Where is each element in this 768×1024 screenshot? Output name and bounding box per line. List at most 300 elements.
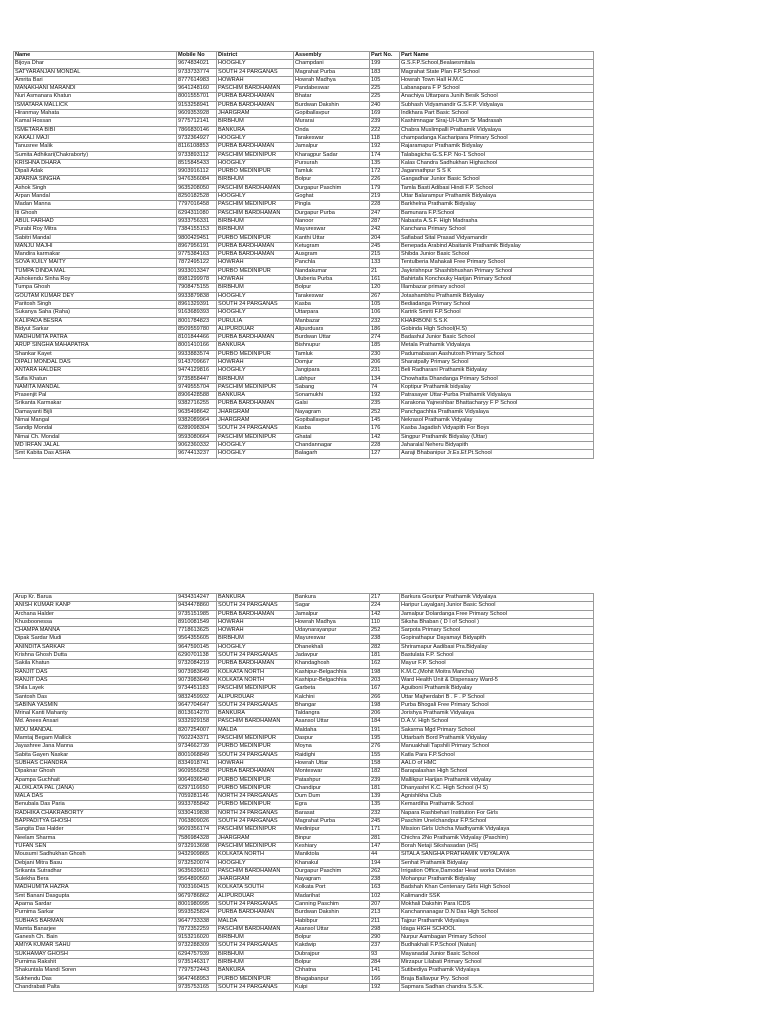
part-name-cell: Sharatpally Primary School [400, 358, 594, 366]
table-row [14, 68, 594, 76]
assembly-cell: Sonamukhi [294, 392, 370, 400]
mobile-cell: 9330419838 [177, 809, 217, 817]
name-cell: DIPALI MONDAL DAS [14, 358, 177, 366]
name-cell: ANISH KUMAR KANP [14, 602, 177, 610]
district-cell: PASCHIM MEDINIPUR [217, 826, 294, 834]
part-no-cell: 179 [370, 184, 400, 192]
column-header-part-no: Part No. [370, 52, 400, 60]
district-cell: PASCHIM MEDINIPUR [217, 685, 294, 693]
district-cell: JHARGRAM [217, 408, 294, 416]
table-row [14, 226, 594, 234]
assembly-cell: Chhatna [294, 967, 370, 975]
mobile-cell: 9609356174 [177, 826, 217, 834]
part-name-cell: Kasba Jagadish Vidyapith For Boys [400, 425, 594, 433]
part-name-cell: Shriramapur Aadibasi Pra.Bidyalay [400, 643, 594, 651]
part-name-cell: Nurpur Aambagan Primary School [400, 934, 594, 942]
part-no-cell: 207 [370, 900, 400, 908]
part-name-cell: Nekrasol Prathamik Vidyalay [400, 417, 594, 425]
district-cell: KOLKATA NORTH [217, 676, 294, 684]
district-cell: NORTH 24 PARGANAS [217, 793, 294, 801]
district-cell: SOUTH 24 PARGANAS [217, 425, 294, 433]
part-no-cell: 167 [370, 685, 400, 693]
district-cell: BIRBHUM [217, 959, 294, 967]
mobile-cell: 9474129816 [177, 367, 217, 375]
assembly-cell: Kasba [294, 300, 370, 308]
name-cell: Bidyut Sarkar [14, 325, 177, 333]
assembly-cell: Sagar [294, 602, 370, 610]
district-cell: PASCHIM MEDINIPUR [217, 433, 294, 441]
part-no-cell: 206 [370, 358, 400, 366]
table-row [14, 942, 594, 950]
name-cell: BAPPADITYA GHOSH [14, 818, 177, 826]
assembly-cell: Pingla [294, 201, 370, 209]
part-no-cell: 252 [370, 627, 400, 635]
assembly-cell: Maldaha [294, 726, 370, 734]
part-no-cell: 287 [370, 217, 400, 225]
name-cell: Srikanta Sutradhar [14, 867, 177, 875]
district-cell: PASCHIM BARDHAMAN [217, 85, 294, 93]
table-row [14, 975, 594, 983]
part-no-cell: 141 [370, 967, 400, 975]
assembly-cell: Ausgram [294, 251, 370, 259]
mobile-cell: 8001410166 [177, 342, 217, 350]
name-cell: ANTARA HALDER [14, 367, 177, 375]
district-cell: HOWRAH [217, 76, 294, 84]
part-no-cell: 181 [370, 652, 400, 660]
table-row [14, 718, 594, 726]
name-cell: Mamta Banarjee [14, 925, 177, 933]
part-no-cell: 284 [370, 959, 400, 967]
name-cell: Tanusree Malik [14, 143, 177, 151]
district-cell: PURBA BARDHAMAN [217, 768, 294, 776]
part-name-cell: Gopinathapur Dayamayi Bidyapith [400, 635, 594, 643]
part-name-cell: Nabasta A.S.F. High Madrasha [400, 217, 594, 225]
table-row [14, 892, 594, 900]
table-row [14, 876, 594, 884]
mobile-cell: 9832459932 [177, 693, 217, 701]
mobile-cell: 8101844466 [177, 334, 217, 342]
mobile-cell: 9674413237 [177, 450, 217, 458]
part-no-cell: 192 [370, 143, 400, 151]
assembly-cell: Habibpur [294, 917, 370, 925]
assembly-cell: Kakdwip [294, 942, 370, 950]
name-cell: Nimai Mangal [14, 417, 177, 425]
table-row [14, 759, 594, 767]
mobile-cell: 9749555704 [177, 383, 217, 391]
mobile-cell: 8001068849 [177, 751, 217, 759]
part-no-cell: 266 [370, 693, 400, 701]
part-no-cell: 213 [370, 909, 400, 917]
name-cell: Krishna Ghosh Dutta [14, 652, 177, 660]
part-name-cell: Kalas Chandra Sadhukhan Highschool [400, 159, 594, 167]
table-row [14, 925, 594, 933]
name-cell: MADHUMITA HAZRA [14, 884, 177, 892]
district-cell: KOLKATA NORTH [217, 668, 294, 676]
district-cell: HOWRAH [217, 276, 294, 284]
part-name-cell: Mokhali Dakshin Para ICDS [400, 900, 594, 908]
part-no-cell: 161 [370, 276, 400, 284]
name-cell: Chandrabati Palta [14, 983, 177, 991]
part-name-cell: Braja Ballavpur Pry. School [400, 975, 594, 983]
table-row [14, 300, 594, 308]
name-cell: APARNA SINGHA [14, 176, 177, 184]
part-no-cell: 184 [370, 718, 400, 726]
table-row [14, 118, 594, 126]
name-cell: Bijoya Dhar [14, 60, 177, 68]
part-no-cell: 135 [370, 159, 400, 167]
part-no-cell: 231 [370, 367, 400, 375]
part-name-cell: D.A.V. High School [400, 718, 594, 726]
district-cell: PURBO MEDINIPUR [217, 234, 294, 242]
part-name-cell: Badshah Khan Centenary Girls High School [400, 884, 594, 892]
assembly-cell: Medinipur [294, 826, 370, 834]
part-name-cell: Mission Girls Uchcha Madhyamik Vidyalaya [400, 826, 594, 834]
part-no-cell: 162 [370, 660, 400, 668]
part-name-cell: Rajaramapur Prathamik Bidyalay [400, 143, 594, 151]
district-cell: PASCHIM BARDHAMAN [217, 209, 294, 217]
assembly-cell: Khanakul [294, 859, 370, 867]
part-no-cell: 186 [370, 325, 400, 333]
district-cell: BIRBHUM [217, 226, 294, 234]
district-cell: PURBA BARDHAMAN [217, 909, 294, 917]
assembly-cell: Nandakumar [294, 267, 370, 275]
district-cell: JHARGRAM [217, 417, 294, 425]
part-no-cell: 21 [370, 267, 400, 275]
district-cell: PASCHIM BARDHAMAN [217, 925, 294, 933]
part-no-cell: 127 [370, 450, 400, 458]
table-row [14, 441, 594, 449]
assembly-cell: Bhatar [294, 93, 370, 101]
name-cell: Apampa Guchhait [14, 776, 177, 784]
assembly-cell: Gopiballavpur [294, 110, 370, 118]
name-cell: Tumpa Ghosh [14, 284, 177, 292]
table-row [14, 134, 594, 142]
assembly-cell: Mayureswar [294, 226, 370, 234]
assembly-cell: Nayagram [294, 876, 370, 884]
mobile-cell: 9735146317 [177, 959, 217, 967]
table-row [14, 217, 594, 225]
district-cell: JHARGRAM [217, 876, 294, 884]
part-name-cell: Bahirtafa Konchouky Harijan Primary School [400, 276, 594, 284]
name-cell: Mamtaj Begam Mallick [14, 735, 177, 743]
district-cell: KOLKATA NORTH [217, 851, 294, 859]
mobile-cell: 9432909865 [177, 851, 217, 859]
part-no-cell: 195 [370, 735, 400, 743]
name-cell: KAKALI MAJI [14, 134, 177, 142]
district-cell: BIRBHUM [217, 635, 294, 643]
assembly-cell: Manbazar [294, 317, 370, 325]
name-cell: Shila Layek [14, 685, 177, 693]
district-cell: PURBA BARDHAMAN [217, 251, 294, 259]
part-no-cell: 133 [370, 259, 400, 267]
mobile-cell: 9153216020 [177, 934, 217, 942]
part-no-cell: 155 [370, 751, 400, 759]
name-cell: Hiranmay Mahata [14, 110, 177, 118]
part-no-cell: 226 [370, 176, 400, 184]
column-header-mobile: Mobile No [177, 52, 217, 60]
mobile-cell: 8013614270 [177, 710, 217, 718]
assembly-cell: Howrah Madhya [294, 76, 370, 84]
assembly-cell: Taldangra [294, 710, 370, 718]
table-row [14, 126, 594, 134]
mobile-cell: 7063809026 [177, 818, 217, 826]
district-cell: HOOGHLY [217, 309, 294, 317]
mobile-cell: 8910081549 [177, 618, 217, 626]
table-row [14, 959, 594, 967]
table-row [14, 726, 594, 734]
mobile-cell: 6290701138 [177, 652, 217, 660]
part-name-cell: Katla Para F.P.School [400, 751, 594, 759]
assembly-cell: Durgapur Paschim [294, 867, 370, 875]
table-row [14, 983, 594, 991]
district-cell: PURBO MEDINIPUR [217, 784, 294, 792]
part-name-cell: Jaharalal Neheru Bidyapith [400, 441, 594, 449]
part-no-cell: 204 [370, 234, 400, 242]
part-no-cell: 228 [370, 441, 400, 449]
assembly-cell: Kasba [294, 425, 370, 433]
part-name-cell: Mayur F.P. School [400, 660, 594, 668]
table-row [14, 76, 594, 84]
part-name-cell: Aguiboni Prathamik Bidyalay [400, 685, 594, 693]
part-no-cell: 228 [370, 201, 400, 209]
mobile-cell: 9647590145 [177, 643, 217, 651]
district-cell: HOWRAH [217, 259, 294, 267]
part-no-cell: 245 [370, 242, 400, 250]
table-row [14, 594, 594, 602]
name-cell: ABUL FARHAD [14, 217, 177, 225]
assembly-cell: Galsi [294, 400, 370, 408]
assembly-cell: Magrahat Purba [294, 68, 370, 76]
part-name-cell: Bediadanga Primary School [400, 300, 594, 308]
part-no-cell: 262 [370, 867, 400, 875]
table-row [14, 93, 594, 101]
assembly-cell: Kalchini [294, 693, 370, 701]
name-cell: Prasenjit Pal [14, 392, 177, 400]
part-no-cell: 110 [370, 618, 400, 626]
mobile-cell: 7059281146 [177, 793, 217, 801]
part-no-cell: 105 [370, 300, 400, 308]
district-cell: HOOGHLY [217, 134, 294, 142]
part-name-cell: Siksha Bhaban ( D I of School ) [400, 618, 594, 626]
part-no-cell: 224 [370, 602, 400, 610]
part-name-cell: Tentulberia Mahakali Free Primary School [400, 259, 594, 267]
part-name-cell: Kashimnagar Siraj-Ul-Ulum Sr Madrasah [400, 118, 594, 126]
table-row [14, 809, 594, 817]
mobile-cell: 8001980995 [177, 900, 217, 908]
mobile-cell: 9732084219 [177, 660, 217, 668]
part-no-cell: 158 [370, 759, 400, 767]
mobile-cell: 9903916112 [177, 168, 217, 176]
part-name-cell: Safiabad Sital Prasad Vidyamandir [400, 234, 594, 242]
name-cell: Nuri Asmanara Khatun [14, 93, 177, 101]
assembly-cell: Uluberia Purba [294, 276, 370, 284]
district-cell: HOOGHLY [217, 159, 294, 167]
part-name-cell: Sutibediya Prathamik Vidyalaya [400, 967, 594, 975]
district-cell: BANKURA [217, 342, 294, 350]
part-name-cell: Karakona Yajneshbar Bhattacharyy F P School [400, 400, 594, 408]
name-cell: MADHUMITA PATRA [14, 334, 177, 342]
assembly-cell: Jamalpur [294, 143, 370, 151]
assembly-cell: Mayureswar [294, 635, 370, 643]
volunteer-table-bottom [13, 593, 594, 992]
mobile-cell: 8509559780 [177, 325, 217, 333]
assembly-cell: Bhangar [294, 701, 370, 709]
mobile-cell: 9647468953 [177, 975, 217, 983]
mobile-cell: 9434314247 [177, 594, 217, 602]
table-row [14, 660, 594, 668]
mobile-cell: 9647733338 [177, 917, 217, 925]
name-cell: AMIYA KUMAR SAHU [14, 942, 177, 950]
name-cell: ALOKLATA PAL (JANA) [14, 784, 177, 792]
assembly-cell: Madarihat [294, 892, 370, 900]
part-no-cell: 174 [370, 151, 400, 159]
part-no-cell: 181 [370, 784, 400, 792]
table-row [14, 60, 594, 68]
part-no-cell: 290 [370, 934, 400, 942]
name-cell: Nimai Ch. Mondal [14, 433, 177, 441]
part-name-cell: champadanga Kacharipara Primary School [400, 134, 594, 142]
part-no-cell: 225 [370, 85, 400, 93]
part-name-cell: Dhanyashri K.C. High School (H S) [400, 784, 594, 792]
part-name-cell: Uttar Majherdabri B . F . P School [400, 693, 594, 701]
mobile-cell: 8116108853 [177, 143, 217, 151]
table-row [14, 842, 594, 850]
table-row [14, 900, 594, 908]
part-name-cell: Beli Radharani Prathamik Bidyalay [400, 367, 594, 375]
district-cell: HOWRAH [217, 358, 294, 366]
name-cell: Purabi Roy Mitra [14, 226, 177, 234]
mobile-cell: 9153258941 [177, 101, 217, 109]
name-cell: Ashok Singh [14, 184, 177, 192]
part-name-cell: Padumabasan Aashutosh Primary School [400, 350, 594, 358]
assembly-cell: Jangipara [294, 367, 370, 375]
mobile-cell: 9635208050 [177, 184, 217, 192]
table-row [14, 309, 594, 317]
mobile-cell: 9593525824 [177, 909, 217, 917]
table-row [14, 652, 594, 660]
mobile-cell: 8777614983 [177, 76, 217, 84]
table-row [14, 110, 594, 118]
mobile-cell: 7797572443 [177, 967, 217, 975]
mobile-cell: 9635639610 [177, 867, 217, 875]
district-cell: BANKURA [217, 126, 294, 134]
name-cell: Dipak Sardar Mudi [14, 635, 177, 643]
part-no-cell: 276 [370, 743, 400, 751]
part-name-cell: Howrah Town Hall H.M.C [400, 76, 594, 84]
district-cell: SOUTH 24 PARGANAS [217, 652, 294, 660]
part-no-cell: 192 [370, 983, 400, 991]
district-cell: PASCHIM BARDHAMAN [217, 867, 294, 875]
table-row [14, 909, 594, 917]
part-name-cell: Patrasayer Uttar-Purba Prathamik Vidyalaya [400, 392, 594, 400]
assembly-cell: Maniktola [294, 851, 370, 859]
part-name-cell: Badashul Junior Basic School [400, 334, 594, 342]
part-no-cell: 142 [370, 433, 400, 441]
part-no-cell: 247 [370, 209, 400, 217]
assembly-cell: Howrah Madhya [294, 618, 370, 626]
part-no-cell: 183 [370, 68, 400, 76]
assembly-cell: Panchla [294, 259, 370, 267]
mobile-cell: 9593080664 [177, 433, 217, 441]
assembly-cell: Chandannagar [294, 441, 370, 449]
district-cell: PASCHIM MEDINIPUR [217, 842, 294, 850]
part-no-cell: 240 [370, 101, 400, 109]
table-row [14, 276, 594, 284]
table-row [14, 618, 594, 626]
table-row [14, 627, 594, 635]
assembly-cell: Bankura [294, 594, 370, 602]
part-name-cell: Irrigation Office,Damodar Head works Division [400, 867, 594, 875]
part-no-cell: 139 [370, 793, 400, 801]
part-name-cell: Idaga HIGH SCHOOL [400, 925, 594, 933]
part-name-cell: Chabra Muslimpalli Prathamik Vidyalaya [400, 126, 594, 134]
mobile-cell: 9564355605 [177, 635, 217, 643]
name-cell: TUMPA DINDA MAL [14, 267, 177, 275]
part-name-cell: Shibda Junior Basic School [400, 251, 594, 259]
header-row [14, 52, 594, 60]
part-name-cell: Gobinda High School(H.S) [400, 325, 594, 333]
part-no-cell: 172 [370, 168, 400, 176]
name-cell: Smt Banani Dasgupta [14, 892, 177, 900]
mobile-cell: 9732364927 [177, 134, 217, 142]
mobile-cell: 9733733774 [177, 68, 217, 76]
part-name-cell: Ward Health Unit & Dispensary Ward-5 [400, 676, 594, 684]
district-cell: PASCHIM MEDINIPUR [217, 201, 294, 209]
part-name-cell: Kanchana Primary School [400, 226, 594, 234]
district-cell: BANKURA [217, 392, 294, 400]
table-row [14, 317, 594, 325]
column-header-assembly: Assembly [294, 52, 370, 60]
mobile-cell: 9735753165 [177, 983, 217, 991]
assembly-cell: Uttarpara [294, 309, 370, 317]
part-name-cell: Jagannathpur S S K [400, 168, 594, 176]
name-cell: ARUP SINGHA MAHAPATRA [14, 342, 177, 350]
assembly-cell: Balagarh [294, 450, 370, 458]
district-cell: HOOGHLY [217, 643, 294, 651]
mobile-cell: 9933013347 [177, 267, 217, 275]
mobile-cell: 7384155153 [177, 226, 217, 234]
assembly-cell: Monteswar [294, 768, 370, 776]
part-name-cell: Uttar Balarampur Prathamik Bidyalaya [400, 193, 594, 201]
table-row [14, 834, 594, 842]
mobile-cell: 9732288309 [177, 942, 217, 950]
name-cell: Sabita Gayen Naskar [14, 751, 177, 759]
part-no-cell: 252 [370, 408, 400, 416]
assembly-cell: Tarakeswar [294, 292, 370, 300]
part-no-cell: 225 [370, 93, 400, 101]
part-no-cell: 199 [370, 60, 400, 68]
part-name-cell: Agnishikha Club [400, 793, 594, 801]
table-row [14, 602, 594, 610]
part-no-cell: 198 [370, 701, 400, 709]
district-cell: HOWRAH [217, 618, 294, 626]
assembly-cell: Durgapur Paschim [294, 184, 370, 192]
name-cell: Sangita Das Halder [14, 826, 177, 834]
name-cell: Kamal Hossan [14, 118, 177, 126]
name-cell: MD IRFAN JALAL [14, 441, 177, 449]
part-no-cell: 142 [370, 610, 400, 618]
district-cell: PURBO MEDINIPUR [217, 350, 294, 358]
mobile-cell: 9933883574 [177, 350, 217, 358]
part-no-cell: 215 [370, 251, 400, 259]
part-no-cell: 171 [370, 826, 400, 834]
name-cell: Iti Ghosh [14, 209, 177, 217]
part-no-cell: 134 [370, 375, 400, 383]
name-cell: Khusboonessa [14, 618, 177, 626]
name-cell: Neelam Sharma [14, 834, 177, 842]
district-cell: SOUTH 24 PARGANAS [217, 942, 294, 950]
table-row [14, 776, 594, 784]
